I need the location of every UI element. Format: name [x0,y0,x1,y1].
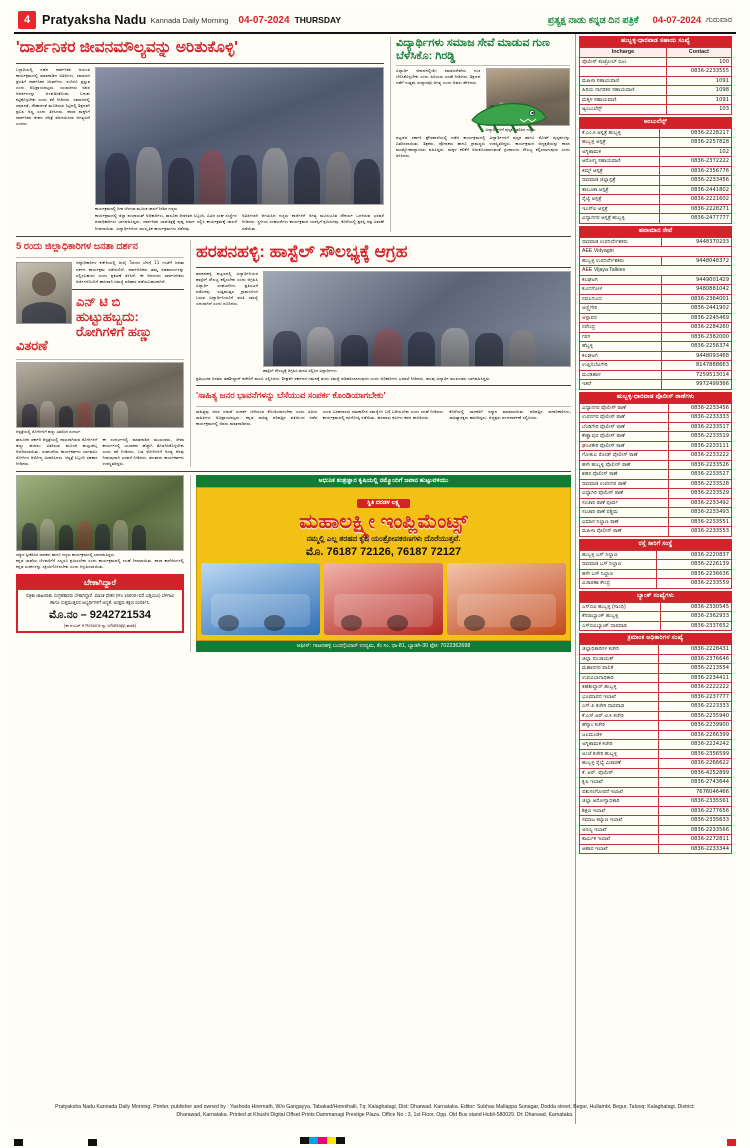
table-row: ಕಾರ್ಮಿಕ ಇಲಾಖೆ 0836-2272811 [580,835,732,845]
table-row: ಮಂಡಿಹಾಳ 7259513014 [580,370,732,380]
story4-col2: ಈ ಸಂದರ್ಭದಲ್ಲಿ ಮಾತನಾಡಿದ ಮುಖಂಡರು, ಸೇವಾ ಕಾರ್ಯಗಳಲ್ಲಿ ಯುವಕರು ಹೆಚ್ಚಾಗಿ ತೊಡಗಿಸಿಕೊಳ್ಳಬೇಕು ಎಂದು ಕರೆ ನೀಡಿದರು. ಬಡ ರೋಗಿಗಳಿಗೆ ಅಗತ್ಯ ನೆರವು ನೀಡುವುದಾಗಿ ಭರವಸೆ ನೀಡಿದರು. ಹಲವಾರು ಕಾರ್ಯಕರ್ತರು ಉಪಸ್ಥಿತರಿದ್ದರು. [102,437,184,467]
table-row: ಶಿಕ್ಷಣ ಇಲಾಖೆ 0836-2277656 [580,806,732,816]
recruit-ad-text: ಪತ್ರಿಕಾ ಜಾಹೀರಾತು ಸಂಗ್ರಹಕಾರರು ಬೇಕಾಗಿದ್ದಾರೆ. ಮಾಸಿಕ ವೇತನ (Rs 15000+ವರೆ ಬಡ್ತಿಯೂ) ಬೆಳಗಾವಿ ಹಾಗೂ ಸುತ್ತಮುತ್ತಲಿನ ಅಭ್ಯರ್ಥಿಗಳಿಗೆ ಆದ್ಯತೆ. ಆಸಕ್ತರು ತಕ್ಷಣ ಸಂಪರ್ಕಿಸಿ. [26,592,174,605]
ad-product-images [201,563,566,635]
table-row: ಪಶುಸಂಗೋಪನೆ ಇಲಾಖೆ 7676046466 [580,787,732,797]
table-row: ಗೋಕುಲ ರೋಡ್ ಪೊಲೀಸ್ ಠಾಣೆ 0836-2233222 [580,451,732,461]
ad-title: ಮಹಾಲಕ್ಷ್ಮೀ ಇಂಪ್ಲಿಮೆಂಟ್ಸ್ [299,511,468,534]
ad-footer: ಆಫೀಸ್: ಗಾಜನಹಳ್ಳಿ ಬಂದಗ್ಗೆಯಾರ್ ಉದ್ಯಮ, ಕೆಂ ಸಂ. ಧಾ-81, ಬ್ಯಾಡಗಿ-30 ಫೋ: 7022362698 [196,641,571,652]
table-row: 0836-2233555 [580,67,732,77]
table-row: ವಿಮಾನ ನಿಲ್ದಾಣ ಠಾಣೆ 0836-2233551 [580,517,732,527]
table-row: ಅಗ್ನಿಶಾಮಕ 102 [580,147,732,157]
page-body [14,34,736,1124]
table-row: ಕಲಘಟಗಿ 9448093468 [580,351,732,361]
table-row: ಕೃಷಿ ಇಲಾಖೆ 0836-2743644 [580,778,732,788]
directory-table [579,644,732,854]
table-row: ಜಿಲ್ಲಾಧಿಕಾರಿಗಳ ಕಚೇರಿ 0836-2228431 [580,645,732,655]
story2-col1: ವಿದ್ಯಾರ್ಥಿ ಜೀವನದಲ್ಲಿಯೇ ಸಮಾಜಸೇವೆಯ ಗುಣ ಬೆಳೆಸಿಕೊಳ್ಳಬೇಕು ಎಂದು ಹಿರಿಯರು ಸಲಹೆ ನೀಡಿದರು. ಶಿಕ್ಷಣದ ಜತೆಗೆ ಉತ್ತಮ ಸಂಸ್ಕಾರವೂ ಅಗತ್ಯ ಎಂದು ಅವರು ಹೇಳಿದರು. [396,68,481,86]
ad-banner [196,487,571,641]
story6-col3: ಕೊನೆಯಲ್ಲಿ ಸಾಧಕರಿಗೆ ಸನ್ಮಾನ ಮಾಡಲಾಯಿತು. ಪರಿಷತ್ತಿನ ಪದಾಧಿಕಾರಿಗಳು, ಸಾಹಿತ್ಯಾಸಕ್ತರು ಹಾಜರಿದ್ದರು. ಅಧ್ಯಕ್ಷರು ವಂದನಾರ್ಪಣೆ ಸಲ್ಲಿಸಿದರು. [449,408,572,420]
lead-col3: ಅತಿಥಿಗಳಾಗಿ ಆಗಮಿಸಿದ ಗಣ್ಯರು ಶಾಲೆಗಳಿಗೆ ಅಗತ್ಯ ಮೂಲಭೂತ ಸೌಕರ್ಯ ಒದಗಿಸುವ ಭರವಸೆ ನೀಡಿದರು. ಸ್ಥಳೀಯ ಸಂಘಟನೆಗಳು ಕಾರ್ಯಕ್ರಮದ ಯಶಸ್ಸಿಗೆ ಶ್ರಮಿಸಿದವು. ಕೊನೆಯಲ್ಲಿ ಪ್ರಶಸ್ತಿ ಪತ್ರ ವಿತರಣೆ ನಡೆಯಿತು. [242,213,384,231]
table-row: ಹಳೇ ಹುಬ್ಬಳ್ಳಿ ಪೊಲೀಸ್ ಠಾಣೆ 0836-2233526 [580,460,732,470]
table-row: ಕೆನರಾಬ್ಯಾಂಕ್ ಹುಬ್ಬಳ್ಳಿ 0836-2362933 [580,612,732,622]
directory-table [579,403,732,537]
story2-col2: ಪಟ್ಟಣದ ಸರ್ಕಾರಿ ಪ್ರೌಢಶಾಲೆಯಲ್ಲಿ ನಡೆದ ಕಾರ್ಯಕ್ರಮದಲ್ಲಿ ವಿದ್ಯಾರ್ಥಿಗಳಿಗೆ ಪುಸ್ತಕ ಹಾಗೂ ನೋಟ್ ಪುಸ್ತಕಗಳನ್ನು ವಿತರಿಸಲಾಯಿತು. ಶಿಕ್ಷಕರು, ಪೋಷಕರು ಹಾಗೂ ಗ್ರಾಮಸ್ಥರು ಉಪಸ್ಥಿತರಿದ್ದರು. ಕಾರ್ಯಕ್ರಮದ ಅಧ್ಯಕ್ಷತೆಯನ್ನು ಶಾಲಾ ಮುಖ್ಯೋಪಾಧ್ಯಾಯರು ವಹಿಸಿದ್ದರು. ಮಕ್ಕಳ ಕಲಿಕೆಗೆ ಅನುಕೂಲವಾಗುವಂತೆ ಗ್ರಂಥಾಲಯ ಸೌಲಭ್ಯ ಕಲ್ಪಿಸಲಾಗುವುದು ಎಂದು ತಿಳಿಸಿದರು. [396,134,570,159]
story3-kicker: 5 ರಂದು ಜಿಲ್ಲಾಧಿಕಾರಿಗಳ ಜನತಾ ದರ್ಶನ [16,240,138,252]
masthead [14,8,736,34]
story4-headline: ಎನ್ ಟಿ ಬಿ ಹುಟ್ಟುಹಬ್ಬದು: ರೋಗಿಗಳಿಗೆ ಹಣ್ಣು ವಿತರಣೆ [16,293,153,354]
table-row: ಇಎಸ್ಐ ಆಸ್ಪತ್ರೆ 0836-2228271 [580,204,732,214]
story6-col1: ಸಾಹಿತ್ಯವು ಜನರ ನಡುವೆ ಸಂಪರ್ಕ ಬೆಸೆಯುವ ಕೊಂಡಿಯಾಗಬೇಕು ಎಂದು ಹಿರಿಯ ಸಾಹಿತಿಗಳು ಅಭಿಪ್ರಾಯಪಟ್ಟರು. ಕನ್ನಡ ಸಾಹಿತ್ಯ ಪರಿಷತ್ತಿನ ವತಿಯಿಂದ ನಡೆದ ಕಾರ್ಯಕ್ರಮದಲ್ಲಿ ಅವರು ಮಾತನಾಡಿದರು. [196,408,318,426]
table-row: ಗರಗ 0836-2382000 [580,332,732,342]
lead-col1: ಬಳ್ಳಾರಿಯಲ್ಲಿ ನಡೆದ ದಾರ್ಶನಿಕರ ಜಯಂತಿ ಕಾರ್ಯಕ್ರಮದಲ್ಲಿ ಮಾತನಾಡಿದ ಅತಿಥಿಗಳು, ಸಮಾಜದ ಪ್ರಗತಿಗೆ ದಾರ್ಶನಿಕರ ಚಿಂತನೆಗಳು ಇಂದಿಗೂ ಪ್ರಸ್ತುತ ಎಂದು ಅಭಿಪ್ರಾಯಪಟ್ಟರು. ಯುವಜನರು ಅವರ ಆದರ್ಶಗಳನ್ನು ಅಳವಡಿಸಿಕೊಂಡು ಬದುಕು ಕಟ್ಟಿಕೊಳ್ಳಬೇಕು ಎಂದು ಕರೆ ನೀಡಿದರು. ಸಮಾಜದಲ್ಲಿ ಸಮಾನತೆ, ಸೌಹಾರ್ದತೆ ಮೂಡಿಸುವ ನಿಟ್ಟಿನಲ್ಲಿ ಶಿಕ್ಷಣವೇ ಪ್ರಬಲ ಅಸ್ತ್ರ ಎಂದು ತಿಳಿಸಿದರು. ಶಾಲಾ ಮಕ್ಕಳಿಗೆ ದಾರ್ಶನಿಕರ ಜೀವನ ಚರಿತ್ರೆ ಪರಿಚಯಿಸುವ ಅಗತ್ಯವಿದೆ ಎಂದರು. [16,66,90,127]
table-row: ಆಹಾರ ಇಲಾಖೆ 0836-2233344 [580,844,732,854]
table-row: ಹುಬ್ಬಳ್ಳಿ ಬಸ್ ನಿಲ್ದಾಣ 0836-2220837 [580,550,732,560]
story5-col1: ಹರಪನಹಳ್ಳಿ ಪಟ್ಟಣದಲ್ಲಿ ವಿದ್ಯಾರ್ಥಿನಿಯರ ಹಾಸ್ಟೆಲ್ ಸೌಲಭ್ಯ ಕಲ್ಪಿಸಬೇಕು ಎಂದು ಆಗ್ರಹಿಸಿ ವಿದ್ಯಾರ್ಥಿ ಸಂಘಟನೆಗಳು ಪ್ರತಿಭಟನೆ ನಡೆಸಿದವು. ಸುತ್ತಮುತ್ತಲ ಗ್ರಾಮಗಳಿಂದ ಬರುವ ವಿದ್ಯಾರ್ಥಿನಿಯರಿಗೆ ವಸತಿ ಸಮಸ್ಯೆ ಎದುರಾಗಿದೆ ಎಂದು ದೂರಿದರು. [196,271,258,307]
table-row: AEE Vidyagiri [580,247,732,257]
story5-photo [263,271,571,367]
directory-table [579,237,732,390]
directory-column [576,34,734,1124]
lead-story [16,37,384,232]
table-row: ಹಿರಿಯ ನಾಗರಿಕರ ಸಹಾಯವಾಣಿ 1098 [580,86,732,96]
table-row: ಜಿಲ್ಲಾ ಪಂಚಾಯತ್ 0836-2376646 [580,654,732,664]
masthead-date-right: 04-07-2024 [652,14,702,26]
directory-section-title: ರಸ್ತೆ ಸಾರಿಗೆ ಸಂಸ್ಥೆ [579,539,732,550]
lead-photo [95,67,384,205]
paper-name: Pratyaksha Nadu [42,13,147,27]
table-row: ಉಪ್ಪಿನಬೆಟಗೇರಿ 8147888663 [580,361,732,371]
table-row: ಕಿಮ್ಸ್ ಆಸ್ಪತ್ರೆ 0836-2356776 [580,166,732,176]
directory-section-title: ಅಂಬುಲೆನ್ಸ್ [579,117,732,128]
table-row: ಕೇಶ್ವಾಪುರ ಪೊಲೀಸ್ ಠಾಣೆ 0836-2233519 [580,432,732,442]
table-row: ಅಂಚೆ ಕಚೇರಿ ಹುಬ್ಬಳ್ಳಿ 0836-2356599 [580,749,732,759]
table-row: ರೈಲ್ವೆ ಆಸ್ಪತ್ರೆ 0836-2221602 [580,195,732,205]
colophon: Pratyaksha Nadu Kannada Daily Morning. Printer, publisher and owned by : Yashoda Hiremath, W/o Gangayya, Tabakad/Honnihalli, Tq: Kalaghatagi, Dist: Dharwad. Karnataka. Editor: Subhas Mallappa Sunagar, Dodda street, Begur, Hullambi, Begur, Talooq: Kalaghatagi, District: Dharawad, Karnataka. Printed at Khushi Digital Offset Prints Dammanagi Prestige Plaza. Office No.: 3, 1st Floor, Opp. Old Bus stand Hubli-580029. Dt: Dharwad, Karnataka. [55,1104,695,1119]
table-row: ಕಲಘಟಗಿ 9449001429 [580,275,732,285]
ad-phone: ಮೊ. 76187 72126, 76187 72127 [305,546,462,559]
directory-section-title: ಬ್ಯಾಂಕ್ ಸಂಖ್ಯೆಗಳು [579,591,732,602]
table-row: ಅಣ್ಣಿಗೇರಿ 0836-2441902 [580,304,732,314]
page-number-badge: 4 [18,11,36,29]
table-row: ಜಲಮಂಡಳಿ 0836-2266399 [580,730,732,740]
story4-col1: ತಾಲೂಕಿನ ಸರ್ಕಾರಿ ಆಸ್ಪತ್ರೆಯಲ್ಲಿ ದಾಖಲಾಗಿರುವ ರೋಗಿಗಳಿಗೆ ಹಣ್ಣು ಹಂಪಲು ವಿತರಿಸುವ ಮೂಲಕ ಹುಟ್ಟುಹಬ್ಬ ಆಚರಿಸಲಾಯಿತು. ಸಂಘಟನೆಯ ಕಾರ್ಯಕರ್ತರು ಭಾಗವಹಿಸಿ ರೋಗಿಗಳ ಆರೋಗ್ಯ ವಿಚಾರಿಸಿದರು. ಆಸ್ಪತ್ರೆ ಸಿಬ್ಬಂದಿ ಸಹಕಾರ ನೀಡಿದರು. [16,437,98,467]
table-row: ಹೆಬ್ಬಳ್ಳಿ 0836-2256374 [580,342,732,352]
table-row: ವಿದ್ಯಾನಗರ ಆಸ್ಪತ್ರೆ ಹುಬ್ಬಳ್ಳಿ 0836-2477777 [580,214,732,224]
table-row: AEE Vijaya Talkies [580,266,732,276]
paper-tagline: Kannada Daily Morning [150,15,229,25]
table-row: ಆರೋಗ್ಯ ಸಹಾಯವಾಣಿ 0836-2372222 [580,157,732,167]
table-row: ಕೆ. ಆರ್. ಪೊಲೀಸ್ 0836-4252899 [580,768,732,778]
masthead-weekday-kannada: ಗುರುವಾರ [706,15,732,24]
editorial-area [14,34,576,1124]
table-row: ತಾಲೂಕಾ ಆಸ್ಪತ್ರೆ 0836-2441802 [580,185,732,195]
table-row: ವಿದ್ಯಾನಗರ ಪೊಲೀಸ್ ಠಾಣೆ 0836-2233456 [580,403,732,413]
crocodile-mascot-icon [468,92,548,136]
table-row: ಪೊಲೀಸ್ ಕಂಟ್ರೋಲ್ ರೂಂ 100 [580,57,732,67]
registration-marks [0,1136,750,1146]
table-row: ಅಗ್ನಿಶಾಮಕ ಕಚೇರಿ 0836-2224242 [580,740,732,750]
ad-subtitle: ನಮ್ಮಲ್ಲಿ ಎಲ್ಲ ತರಹದ ಕೃಷಿ ಯಂತ್ರೋಪಕರಣಗಳು ದೊರೆಯುತ್ತವೆ. [306,534,461,544]
table-row: ಹುಬ್ಬಳ್ಳಿ ರೈಲ್ವೆ ವಿಚಾರಣೆ 0836-2266622 [580,759,732,769]
story5-photo-caption: ಹಾಸ್ಟೆಲ್ ಸೌಲಭ್ಯಕ್ಕೆ ಆಗ್ರಹಿಸಿ ಮನವಿ ಸಲ್ಲಿಸಿದ ವಿದ್ಯಾರ್ಥಿಗಳು. [263,368,338,374]
product-rotavator-icon [324,563,443,635]
story2-headline: ವಿದ್ಯಾರ್ಥಿಗಳು ಸಮಾಜ ಸೇವೆ ಮಾಡುವ ಗುಣ ಬೆಳೆಸಿಕೊ: ಗಿರಡ್ಡಿ [396,37,550,63]
table-row: ಜಿಲ್ಲಾ ಆರೋಗ್ಯಾಧಿಕಾರಿ 0836-2335561 [580,797,732,807]
directory-table [579,602,732,632]
product-plough-icon [201,563,320,635]
table-row: ಧಾರವಾಡ ಉಪನಗರ ಠಾಣೆ 0836-2233528 [580,479,732,489]
story7-photo-caption: ಸನ್ಮಾನ ಸ್ವೀಕರಿಸಿದ ಸಾಧಕರು ಹಾಗೂ ಗಣ್ಯರು ಕಾರ್ಯಕ್ರಮದಲ್ಲಿ ಭಾಗವಹಿಸಿದ್ದರು. [16,552,116,558]
story4-photo-caption: ಆಸ್ಪತ್ರೆಯಲ್ಲಿ ರೋಗಿಗಳಿಗೆ ಹಣ್ಣು ವಿತರಿಸಿದ ಸಂದರ್ಭ. [16,429,82,435]
table-row: ಆ್ಯಂಬುಲೆನ್ಸ್ 103 [580,105,732,115]
table-row: ಭೂಮಾಪನ ಇಲಾಖೆ 0836-2237777 [580,692,732,702]
directory-section-title: ಹುಬ್ಬಳ್ಳಿ-ಧಾರವಾಡ ಪೊಲೀಸ್ ಠಾಣೆಗಳು [579,392,732,403]
table-row: ಘಂಟಿಕೇರಿ ಪೊಲೀಸ್ ಠಾಣೆ 0836-2233111 [580,441,732,451]
table-row: ಇತರೆ 9972499366 [580,380,732,390]
col-header: Incharge [580,48,667,58]
directory-section-title: ಕ್ರಮಾಂಕ ಅಧಿಕಾರಿಗಳ ಸಂಖ್ಯೆ [579,633,732,644]
recruit-ad-phone: ಮೊ.ನಂ – 9242721534 [49,609,151,622]
table-row: ಎಸ್‌ಬಿಐ ಹುಬ್ಬಳ್ಳಿ (ಗಾಂಧಿ) 0836-2330545 [580,602,732,612]
table-row: ಮಕ್ಕಳ ಸಹಾಯವಾಣಿ 1091 [580,95,732,105]
table-row: ಎಸ್‌ಬಿಐಬ್ಯಾಂಕ್ ಧಾರವಾಡ 0836-2337652 [580,621,732,631]
story2-photo-caption: ವಿದ್ಯಾರ್ಥಿಗಳಿಗೆ ಪುಸ್ತಕ ವಿತರಿಸಿದ ಗಣ್ಯರು. [485,127,537,133]
table-row: ಸಮಾಜ ಕಲ್ಯಾಣ ಇಲಾಖೆ 0836-2335633 [580,816,732,826]
story-7 [16,475,184,652]
table-row: ಮಹಿಳಾ ಪೊಲೀಸ್ ಠಾಣೆ 0836-2233553 [580,527,732,537]
story5-col2: ಪ್ರತಿಭಟನಾ ನಿರತರು ತಹಶೀಲ್ದಾರ್ ಕಚೇರಿಗೆ ಮನವಿ ಸಲ್ಲಿಸಿದರು. ಶೀಘ್ರವೇ ಸರ್ಕಾರದ ಗಮನಕ್ಕೆ ತಂದು ಸಮಸ್ಯೆ ಪರಿಹರಿಸಲಾಗುವುದು ಎಂದು ಅಧಿಕಾರಿಗಳು ಭರವಸೆ ನೀಡಿದರು. ಹಲವು ವಿದ್ಯಾರ್ಥಿ ಮುಖಂಡರು ಭಾಗವಹಿಸಿದ್ದರು. [196,375,491,381]
masthead-date: 04-07-2024 [238,14,290,26]
col-header: Contact [666,48,731,58]
directory-table [579,550,732,589]
recruit-ad-note: (ಈ ನಂಬರ್ ಗೆ Resume ನ್ನು whatsapp ಮಾಡಿ) [63,623,137,629]
directory-section-title: ಹುಬ್ಬಳ್ಳಿ-ಧಾರವಾಡ ಸಹಾಯ ಸಂಖ್ಯೆ [579,36,732,47]
table-row: ವಿಚಾರಣಾ ಕೇಂದ್ರ 0836-2233559 [580,579,732,589]
table-row: ನವಲಗುಂದ 0836-2364001 [580,294,732,304]
story-3 [16,240,184,468]
table-row: ಹಳೇ ಬಸ್ ನಿಲ್ದಾಣ 0836-2236636 [580,569,732,579]
table-row: ಅಳ್ನಾವರ 0836-2245469 [580,313,732,323]
story-5 [190,240,571,468]
story7-body: ಕನ್ನಡ ಭಾಷೆಯ ಬೆಳವಣಿಗೆಗೆ ಎಲ್ಲರೂ ಶ್ರಮಿಸಬೇಕು ಎಂದು ಕಾರ್ಯಕ್ರಮದಲ್ಲಿ ಸಲಹೆ ನೀಡಲಾಯಿತು. ಶಾಲಾ ಕಾಲೇಜುಗಳಲ್ಲಿ ಕನ್ನಡ ಸಂಘಗಳನ್ನು ಸಕ್ರಿಯಗೊಳಿಸಬೇಕು ಎಂದು ಆಗ್ರಹಿಸಲಾಯಿತು. [16,557,184,569]
recruitment-ad [16,574,184,633]
story7-photo [16,475,184,551]
table-row: ಧಾರವಾಡ ಉಪನಿರ್ದೇಶಕರು 9448370233 [580,237,732,247]
table-row: ಹುಬ್ಬಳ್ಳಿ ಆಸ್ಪತ್ರೆ 0836-2257828 [580,138,732,148]
directory-table [579,128,732,224]
implements-ad [190,475,571,652]
directory-section-title: ಹವಾಮಾನ ಸೇವೆ [579,226,732,237]
recruit-ad-title: ಬೇಕಾಗಿದ್ದಾರೆ [18,576,182,590]
masthead-kannada-title: ಪ್ರತ್ಯಕ್ಷ ನಾಡು ಕನ್ನಡ ದಿನ ಪತ್ರಿಕೆ [547,14,639,26]
page-sheet [14,8,736,1124]
table-row: ಹೆಸ್ಕಾಂ ಕಚೇರಿ 0836-2239900 [580,721,732,731]
table-row: ಮಹಾನಗರ ಪಾಲಿಕೆ 0836-2213554 [580,664,732,674]
table-row: ಧಾರವಾಡ ಬಸ್ ನಿಲ್ದಾಣ 0836-2226139 [580,560,732,570]
table-row: ಸಂಚಾರಿ ಠಾಣೆ ಪಶ್ಚಿಮ 0836-2233493 [580,508,732,518]
table-row: ಶಹರ ಪೊಲೀಸ್ ಠಾಣೆ 0836-2233527 [580,470,732,480]
story6-headline: 'ಸಾಹಿತ್ಯ ಜನರ ಭಾವನೆಗಳನ್ನು ಬೆಸೆಯುವ ಸಂಪರ್ಕ ಕೊಂಡಿಯಾಗಬೇಕು' [196,389,386,400]
table-row: ಕುಂದಗೋಳ 9480881042 [580,285,732,295]
ad-top-strip: ಆಧುನಿಕ ತಂತ್ರಜ್ಞಾನ ಕೃಷಿಯಲ್ಲಿ ನಮ್ಮೊಂದಿಗೆ ಜವಾನ ಹುಟ್ಟುವಳಿಯು [196,475,571,487]
story6-col2: ಯುವ ಬರಹಗಾರರು ಸಮಕಾಲೀನ ಸಮಸ್ಯೆಗಳ ಬಗ್ಗೆ ಬರೆಯಬೇಕು ಎಂದು ಸಲಹೆ ನೀಡಿದರು. ಕಾರ್ಯಕ್ರಮದಲ್ಲಿ ಕವಿಗೋಷ್ಠಿ ನಡೆಯಿತು. ಹಲವಾರು ಕವಿಗಳು ಕವನ ವಾಚಿಸಿದರು. [322,408,445,420]
table-row: ಕೆ.ಎಸ್.ಆರ್.ಟಿ.ಸಿ ಕಚೇರಿ 0836-2235940 [580,711,732,721]
table-row: ಸಂಚಾರಿ ಠಾಣೆ ಪೂರ್ವ 0836-2233492 [580,498,732,508]
story3-portrait [16,262,72,324]
table-row: ನರೇಂದ್ರ 0836-2284260 [580,323,732,333]
table-row: ಮಹಿಳಾ ಸಹಾಯವಾಣಿ 1091 [580,76,732,86]
lead-photo-caption: ಕಾರ್ಯಕ್ರಮದಲ್ಲಿ ದೀಪ ಬೆಳಗುವ ಮೂಲಕ ಚಾಲನೆ ನೀಡಿದ ಗಣ್ಯರು. [95,205,179,211]
table-row: ಧಾರವಾಡ ಜಿಲ್ಲಾಸ್ಪತ್ರೆ 0836-2233456 [580,176,732,186]
table-row: ಉಪವಿಭಾಗಾಧಿಕಾರಿ 0836-2234411 [580,673,732,683]
table-row: ವಿದ್ಯಾಗಿರಿ ಪೊಲೀಸ್ ಠಾಣೆ 0836-2233529 [580,489,732,499]
ad-ribbon: ಸ್ಥಿತಿ ದರಡಳ ಲಕ್ಷ್ಯ [357,499,410,508]
table-row: ಹುಬ್ಬಳ್ಳಿ ಉಪನಿರ್ದೇಶಕರು 9448048372 [580,256,732,266]
table-row: ಬೆಂಡಿಗೇರಿ ಪೊಲೀಸ್ ಠಾಣೆ 0836-2233517 [580,422,732,432]
product-trailer-icon [447,563,566,635]
lead-col2: ಕಾರ್ಯಕ್ರಮದಲ್ಲಿ ಜಿಲ್ಲಾ ಪಂಚಾಯತ್ ಅಧಿಕಾರಿಗಳು, ತಾಲೂಕು ಆಡಳಿತದ ಸಿಬ್ಬಂದಿ, ವಿವಿಧ ಸಂಘ ಸಂಸ್ಥೆಗಳ ಪದಾಧಿಕಾರಿಗಳು ಭಾಗವಹಿಸಿದ್ದರು. ದಾರ್ಶನಿಕರ ಭಾವಚಿತ್ರಕ್ಕೆ ಪುಷ್ಪ ನಮನ ಸಲ್ಲಿಸಿ ಕಾರ್ಯಕ್ರಮಕ್ಕೆ ಚಾಲನೆ ನೀಡಲಾಯಿತು. ವಿದ್ಯಾರ್ಥಿಗಳಿಂದ ಸಾಂಸ್ಕೃತಿಕ ಕಾರ್ಯಕ್ರಮಗಳು ನಡೆದವು. [95,213,237,231]
directory-table [579,47,732,115]
lead-headline: 'ದಾರ್ಶನಿಕರ ಜೀವನಮೌಲ್ಯವನ್ನು ಅರಿತುಕೊಳ್ಳಿ' [16,39,238,56]
table-row: ಕೆ.ಎಂ.ಸಿ ಆಸ್ಪತ್ರೆ ಹುಬ್ಬಳ್ಳಿ 0836-2228217 [580,128,732,138]
table-row: ಎಸ್‌.ಪಿ ಕಚೇರಿ ಧಾರವಾಡ 0836-2223333 [580,702,732,712]
masthead-weekday: THURSDAY [294,15,342,25]
story5-headline: ಹರಪನಹಳ್ಳಿ: ಹಾಸ್ಟೆಲ್ ಸೌಲಭ್ಯಕ್ಕೆ ಆಗ್ರಹ [196,241,408,261]
table-row: ಉಪನಗರ ಪೊಲೀಸ್ ಠಾಣೆ 0836-2233333 [580,413,732,423]
table-row: ತಹಶೀಲ್ದಾರ್ ಹುಬ್ಬಳ್ಳಿ 0836-2222222 [580,683,732,693]
table-row: ಅರಣ್ಯ ಇಲಾಖೆ 0836-2233566 [580,825,732,835]
story3-body: ಜಿಲ್ಲಾಧಿಕಾರಿಗಳ ಕಚೇರಿಯಲ್ಲಿ ಜುಲೈ 5ರಂದು ಬೆಳಿಗ್ಗೆ 11 ಗಂಟೆಗೆ ಜನತಾ ದರ್ಶನ ಕಾರ್ಯಕ್ರಮ ನಡೆಯಲಿದೆ. ಸಾರ್ವಜನಿಕರು ತಮ್ಮ ಅಹವಾಲುಗಳನ್ನು ಸಲ್ಲಿಸಬಹುದು ಎಂದು ಪ್ರಕಟಣೆ ತಿಳಿಸಿದೆ. ಈ ದಿನದಂದು ಸಾರ್ವಜನಿಕರು ಅರ್ಜಿಗಳೊಂದಿಗೆ ಹಾಜರಾಗಿ ಸಮಸ್ಯೆ ಪರಿಹಾರ ಪಡೆಯಬಹುದಾಗಿದೆ. [76,260,184,284]
story4-photo [16,362,184,428]
